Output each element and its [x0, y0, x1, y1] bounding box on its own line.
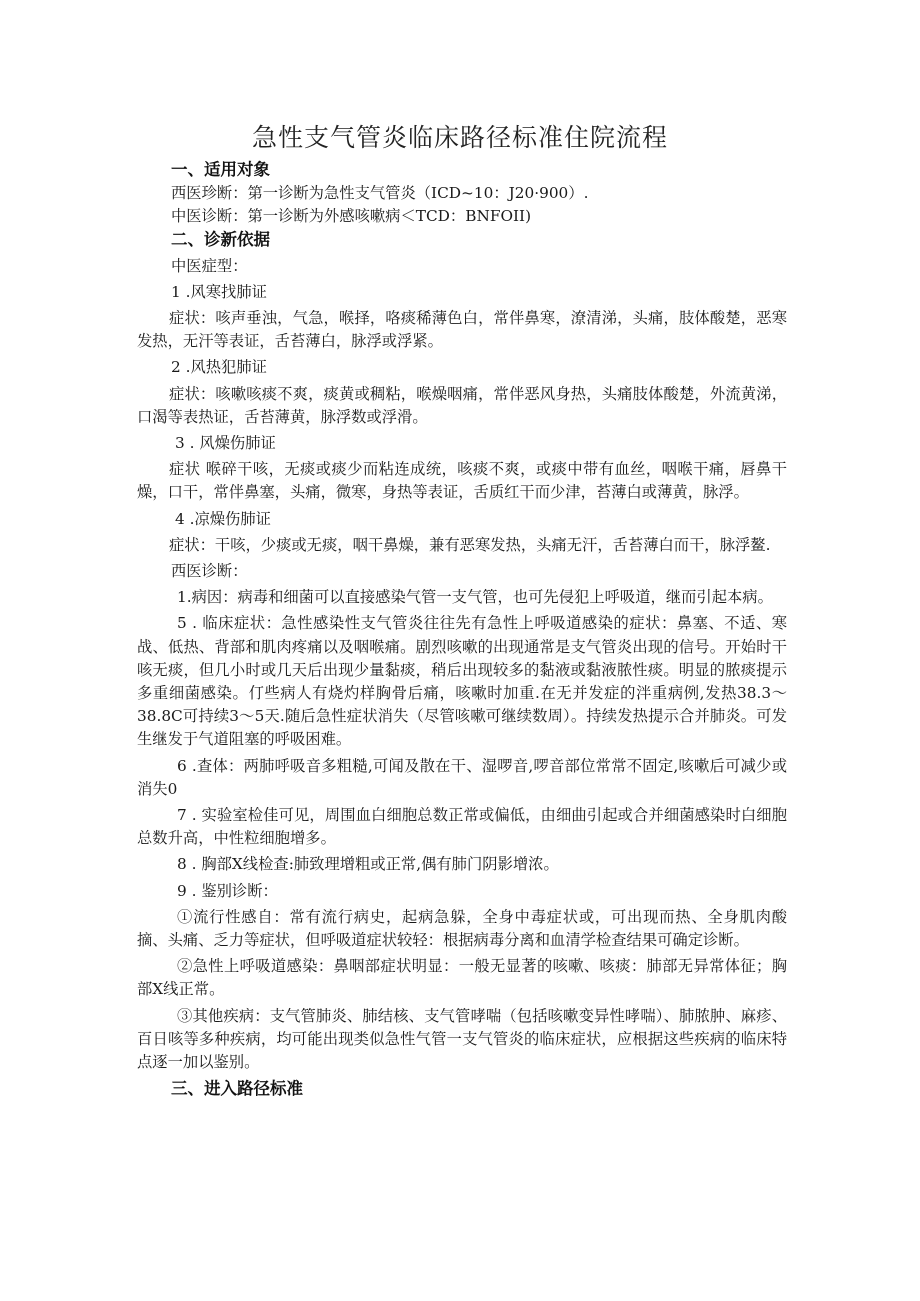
tcm-type-1-body: 症状：咳声垂浊，气急，喉择，咯痰稀薄色白，常伴鼻寒，潦清涕，头痛，肢体酸楚，恶寒发热，无汗等表证，舌苔薄白，脉浮或浮紧。: [137, 309, 787, 351]
section-heading-2: 二、诊新依据: [171, 230, 270, 249]
section-heading-3: 三、进入路径标准: [171, 1079, 303, 1099]
tcm-type-3-body: 症状 喉碎干咳，无痰或痰少而粘连成统，咳痰不爽，或痰中带有血丝，咽喉干痛，唇鼻干燥，口干，常伴鼻塞，头痛，微寒，身热等表证，舌质红干而少津，苔薄白或薄黄，脉浮。: [137, 460, 787, 502]
western-item-9: 9 . 鉴别诊断：: [177, 881, 278, 900]
western-item-8: 8 . 胸部X线检查:肺致理增粗或正常,偶有肺门阴影增浓。: [177, 855, 559, 874]
tcm-type-4-title: 4 .凉燥伤肺证: [175, 509, 271, 528]
tcm-type-4-body: 症状：干咳，少痰或无痰，咽干鼻燥，兼有恶寒发热，头痛无汗，舌苔薄白而干，脉浮鳌.: [169, 535, 771, 554]
differential-item-3: ③其他疾病：支气管肺炎、肺结核、支气管哮喘（包括咳嗽变异性哮喘）、肺脓肿、麻疹、百日咳等多种疾病，均可能出现类似急性气管一支气管炎的临床症状，应根据这些疾病的临床特点逐一加以鉴别。: [137, 1006, 787, 1072]
western-item-1: 1.病因：病毒和细菌可以直接感染气管一支气管，也可先侵犯上呼吸道，继而引起本病。: [177, 588, 773, 607]
tcm-type-2-body: 症状：咳嗽咳痰不爽，痰黄或稠粘，喉燥咽痛，常伴恶风身热，头痛肢体酸楚，外流黄涕，口渴等表热证，舌苔薄黄，脉浮数或浮滑。: [137, 384, 787, 426]
document-body: [137, 158, 787, 1101]
differential-item-1: ①流行性感自：常有流行病史，起病急躲，全身中毒症状或，可出现而热、全身肌肉酸摘、头痛、乏力等症状，但呼吸道症状较轻：根据病毒分离和血清学检查结果可确定诊断。: [137, 907, 787, 950]
document-title: 急性支气管炎临床路径标准住院流程: [251, 123, 668, 152]
western-diagnosis-line: 西医珍断：第一诊断为急性支气管炎（ICD~10：J20·900）.: [171, 183, 589, 202]
tcm-type-3-title: 3 . 风燥伤肺证: [175, 434, 276, 453]
western-diagnosis-label: 西医诊断：: [171, 562, 248, 581]
western-item-5: 5 . 临床症状：急性感染性支气管炎往往先有急性上呼吸道感染的症状：鼻塞、不适、寒战、低热、背部和肌肉疼痛以及咽喉痛。剧烈咳嗽的出现通常是支气管炎出现的信号。开始时干咳无痰，但几小时或几天后出现少量黏痰，稍后出现较多的黏液或黏液脓性痰。明显的脓痰提示多重细菌感染。仃些病人有烧灼样胸骨后痛，咳嗽时加重.在无并发症的泮重病例,发热38.3～38.8C可持续3～5天.随后急性症状消失（尽管咳嗽可继续数周）。持续发热提示合并肺炎。可发生继发于气道阻塞的呼吸困难。: [137, 614, 787, 749]
western-item-7: 7 . 实验室检佳可见，周围血白细胞总数正常或偏低，由细曲引起或合并细菌感染时白细胞总数升高，中性粒细胞增多。: [137, 806, 787, 848]
tcm-diagnosis-line: 中医诊断：第一诊断为外感咳嗽病＜TCD：BNFOII): [171, 206, 532, 225]
tcm-type-1-title: 1 .风寒找肺证: [171, 282, 267, 301]
section-heading-1: 一、适用对象: [171, 160, 270, 179]
western-item-6: 6 .查体：两肺呼吸音多粗糙,可闻及散在干、湿啰音,啰音部位常常不固定,咳嗽后可减少或消失0: [137, 756, 787, 798]
tcm-type-2-title: 2 .风热犯肺证: [171, 358, 267, 377]
differential-item-2: ②急性上呼吸道感染：鼻咽部症状明显：一般无显著的咳嗽、咳痰：肺部无异常体征；胸部X线正常。: [137, 957, 787, 999]
tcm-types-label: 中医症型：: [171, 256, 248, 275]
